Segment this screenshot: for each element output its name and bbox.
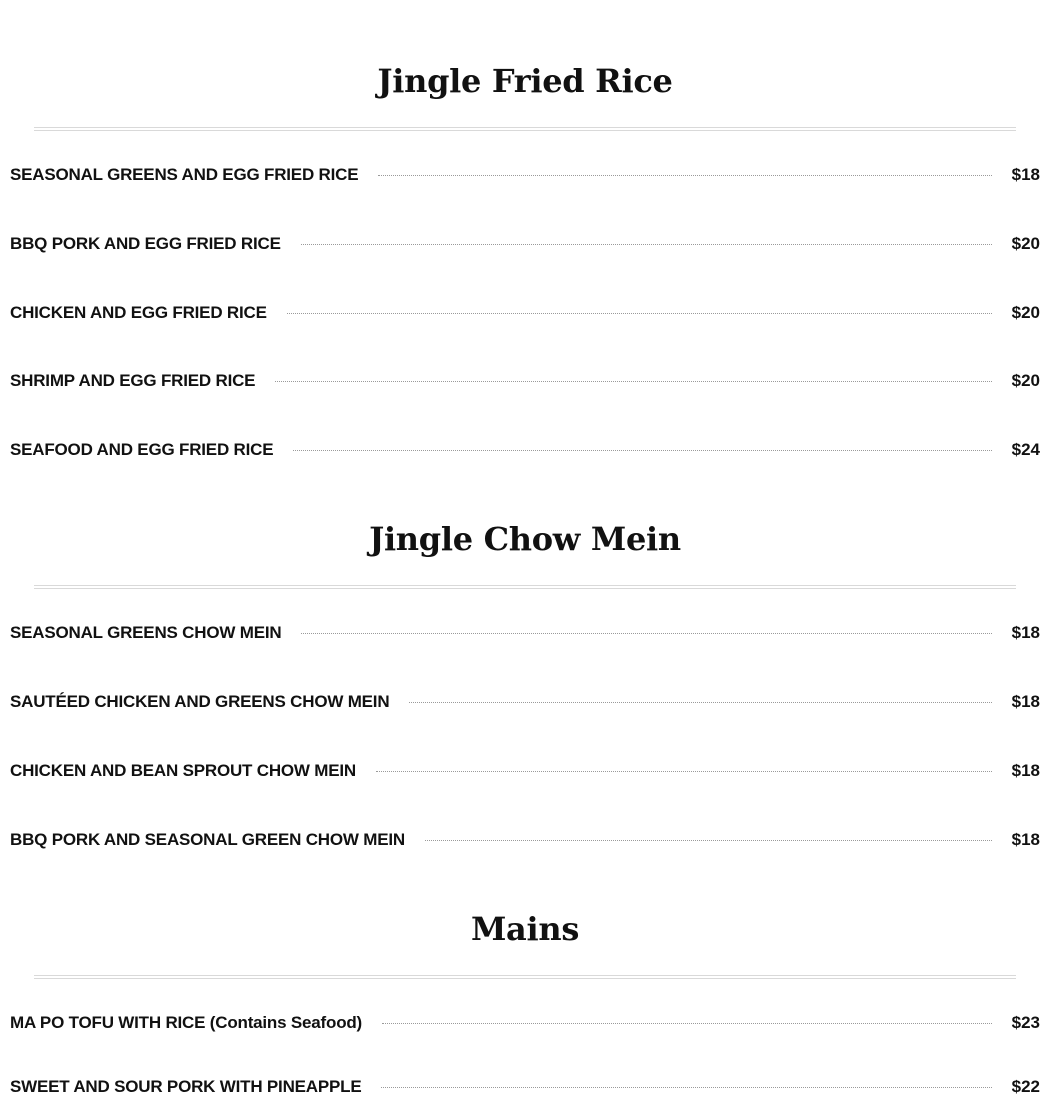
menu-item[interactable] [10,1075,1040,1099]
menu-item-name: SAUTÉED CHICKEN AND GREENS CHOW MEIN [10,692,390,711]
menu-item[interactable] [10,163,1040,187]
menu-item[interactable] [10,369,1040,393]
dotted-leader [378,175,991,176]
menu-item[interactable] [10,621,1040,645]
menu-item-price: $18 [1011,165,1040,184]
section-divider [34,975,1016,979]
menu-item-price: $18 [1011,761,1040,780]
section-title: Jingle Fried Rice [377,62,673,100]
menu-item-name: BBQ PORK AND EGG FRIED RICE [10,234,281,253]
dotted-leader [376,771,992,772]
dotted-leader [409,702,991,703]
menu-item-price: $18 [1011,692,1040,711]
section-divider [34,127,1016,131]
dotted-leader [293,450,991,451]
dotted-leader [382,1023,992,1024]
dotted-leader [301,633,991,634]
menu-item-price: $24 [1011,440,1040,459]
menu-item-name: SEAFOOD AND EGG FRIED RICE [10,440,274,459]
menu-item-name: SEASONAL GREENS AND EGG FRIED RICE [10,165,359,184]
menu-item-price: $18 [1011,830,1040,849]
dotted-leader [381,1087,991,1088]
menu-item-price: $22 [1011,1077,1040,1096]
menu-item[interactable] [10,828,1040,852]
menu-item-price: $20 [1011,371,1040,390]
menu-item-name: SWEET AND SOUR PORK WITH PINEAPPLE [10,1077,362,1096]
section-divider [34,585,1016,589]
dotted-leader [425,840,992,841]
menu-item[interactable] [10,1011,1040,1035]
section-fried-rice [34,61,1016,131]
menu-item[interactable] [10,690,1040,714]
section-title: Jingle Chow Mein [369,520,681,558]
dotted-leader [301,244,992,245]
menu-item[interactable] [10,232,1040,256]
section-title: Mains [470,910,580,948]
section-mains [34,909,1016,979]
menu-item-price: $18 [1011,623,1040,642]
dotted-leader [275,381,991,382]
menu-item[interactable] [10,759,1040,783]
section-chow-mein [34,519,1016,589]
menu-item[interactable] [10,438,1040,462]
dotted-leader [287,313,992,314]
menu-item-price: $20 [1011,234,1040,253]
menu-item-name: MA PO TOFU WITH RICE (Contains Seafood) [10,1013,363,1032]
menu-item[interactable] [10,301,1040,325]
menu-item-name: SEASONAL GREENS CHOW MEIN [10,623,282,642]
menu-item-price: $20 [1011,303,1040,322]
menu-item-name: CHICKEN AND BEAN SPROUT CHOW MEIN [10,761,356,780]
menu-item-name: CHICKEN AND EGG FRIED RICE [10,303,267,322]
menu-item-name: BBQ PORK AND SEASONAL GREEN CHOW MEIN [10,830,405,849]
menu-item-price: $23 [1011,1013,1040,1032]
menu-item-name: SHRIMP AND EGG FRIED RICE [10,371,256,390]
